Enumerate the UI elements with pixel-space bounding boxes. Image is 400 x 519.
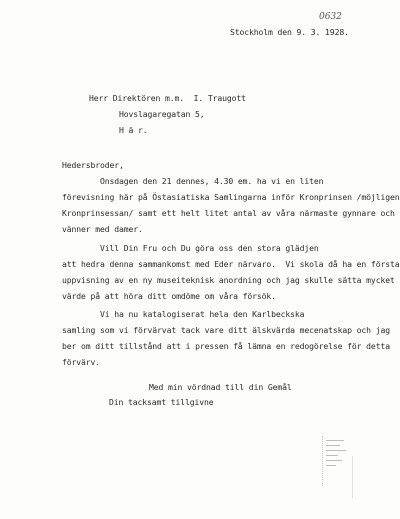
recipient-line: Hovslagaregatan 5,	[119, 109, 205, 119]
body-line: förvärv.	[62, 357, 101, 367]
recipient-line: Herr Direktören m.m. I. Traugott	[89, 93, 246, 103]
body-line: värde på att höra ditt omdöme om våra försök.	[62, 291, 276, 301]
body-line: ber om ditt tillstånd att i pressen få lämna en redogörelse för detta	[62, 341, 390, 351]
body-line: vänner med damer.	[62, 224, 143, 234]
body-line: uppvisning av en ny museiteknisk anordning och jag skulle sätta mycket	[62, 275, 395, 285]
place-date: Stockholm den 9. 3. 1928.	[230, 27, 349, 37]
archive-stamp	[322, 436, 353, 486]
paper-edge-mark	[352, 456, 383, 498]
body-line: att hedra denna sammankomst med Eder närvaro. Vi skola då ha en första	[62, 259, 400, 269]
body-line: förevisning här på Östasiatiska Samlingarna inför Kronprinsen /möjligen	[62, 192, 400, 202]
signoff-line: Din tacksamt tillgivne	[109, 397, 214, 407]
body-line: samling som vi förvärvat tack vare ditt älskvärda mecenatskap och jag	[62, 325, 390, 335]
recipient-line: H ä r.	[119, 125, 148, 135]
archive-number: 0632	[319, 12, 342, 22]
closing-line: Med min vördnad till din Gemål	[149, 382, 292, 392]
salutation: Hedersbroder,	[62, 160, 124, 170]
body-line: Vill Din Fru och Du göra oss den stora glädjen	[62, 243, 319, 253]
body-line: Kronprinsessan/ samt ett helt litet antal av våra närmaste gynnare och	[62, 208, 395, 218]
body-line: Vi ha nu katalogiserat hela den Karlbeckska	[62, 309, 305, 319]
body-line: Onsdagen den 21 dennes, 4.30 em. ha vi en liten	[62, 176, 324, 186]
